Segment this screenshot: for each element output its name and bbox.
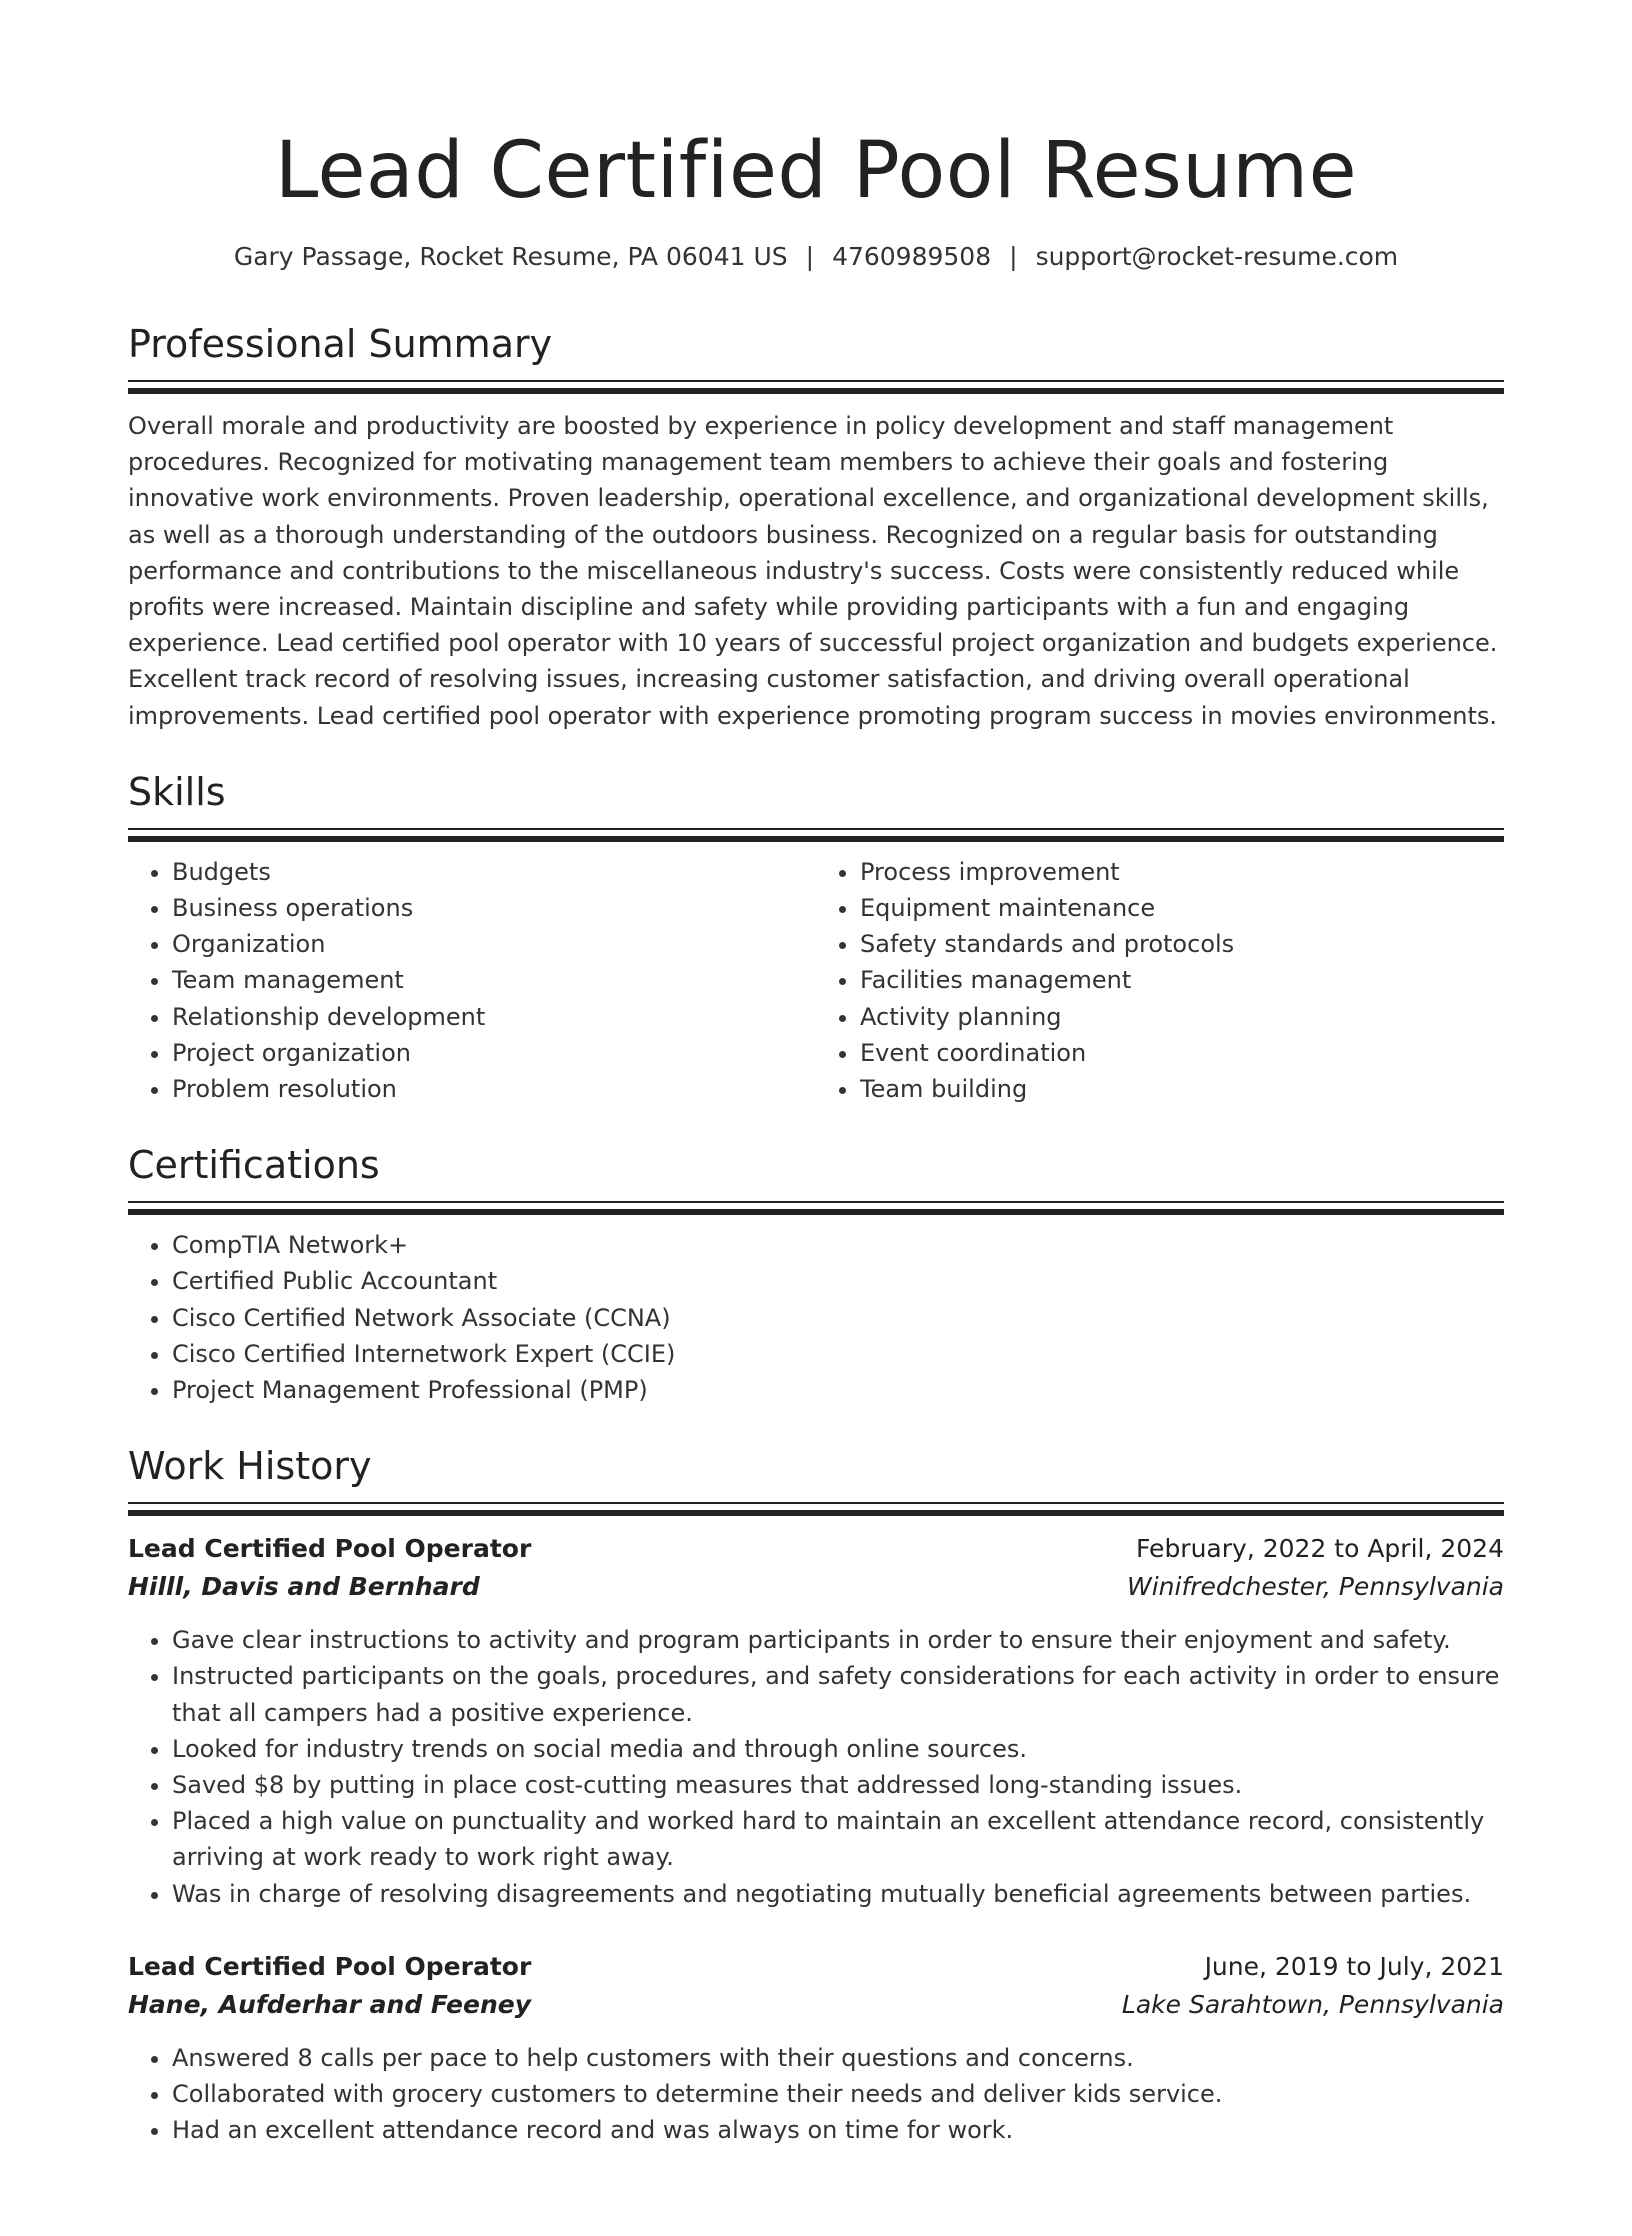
job-company: Hane, Aufderhar and Feeney: [128, 1989, 532, 2019]
contact-phone: 4760989508: [832, 242, 992, 271]
job-bullets: [128, 2040, 1504, 2149]
skills-heading: Skills: [128, 769, 226, 814]
resume-page: [0, 124, 1632, 2236]
certification-item: • Project Management Professional (PMP): [172, 1372, 1504, 1408]
job-entry: [128, 1530, 1504, 1912]
skill-item: • Problem resolution: [172, 1071, 816, 1107]
contact-separator: |: [1009, 242, 1018, 271]
job-bullet: • Had an excellent attendance record and was always on time for work.: [172, 2112, 1504, 2148]
summary-text: Overall morale and productivity are boosted by experience in policy development and staff management procedures. Recognized for motivating management team members to achieve their goals and fostering innovative work environments. Proven leadership, operational excellence, and organizational development skills, as well as a thorough understanding of the outdoors business. Recognized on a regular basis for outstanding performance and contributions to the miscellaneous industry's success. Costs were consistently reduced while profits were increased. Maintain discipline and safety while providing participants with a fun and engaging experience. Lead certified pool operator with 10 years of successful project organization and budgets experience. Excellent track record of resolving issues, increasing customer satisfaction, and driving overall operational improvements. Lead certified pool operator with experience promoting program success in movies environments.: [128, 412, 1498, 730]
skill-item: • Activity planning: [860, 999, 1504, 1035]
section-divider: [128, 1502, 1504, 1516]
section-divider: [128, 1201, 1504, 1215]
job-bullet: • Instructed participants on the goals, procedures, and safety considerations for each activity in order to ensure that all campers had a positive experience.: [172, 1658, 1504, 1730]
job-bullet: • Placed a high value on punctuality and worked hard to maintain an excellent attendance record, consistently arriving at work ready to work right away.: [172, 1803, 1504, 1875]
certifications-heading: Certifications: [128, 1143, 380, 1188]
certification-item: • Cisco Certified Internetwork Expert (CCIE): [172, 1336, 1504, 1372]
certification-item: • Certified Public Accountant: [172, 1263, 1504, 1299]
work-history-section: [128, 1442, 1504, 2148]
skill-item: • Team management: [172, 962, 816, 998]
job-bullets: [128, 1622, 1504, 1912]
skill-item: • Project organization: [172, 1035, 816, 1071]
job-bullet: • Saved $8 by putting in place cost-cutting measures that addressed long-standing issues.: [172, 1767, 1504, 1803]
contact-email: support@rocket-resume.com: [1035, 242, 1399, 271]
contact-line: [128, 240, 1504, 274]
skill-item: • Organization: [172, 926, 816, 962]
job-company-row: [128, 1986, 1504, 2024]
certification-item: • CompTIA Network+: [172, 1227, 1504, 1263]
job-location: Lake Sarahtown, Pennsylvania: [1121, 1989, 1504, 2019]
work-history-heading: Work History: [128, 1444, 372, 1489]
job-location: Winifredchester, Pennsylvania: [1127, 1572, 1504, 1602]
summary-heading: Professional Summary: [128, 322, 553, 366]
job-title: Lead Certified Pool Operator: [128, 1951, 532, 1981]
certification-item: • Cisco Certified Network Associate (CCNA): [172, 1300, 1504, 1336]
contact-separator: |: [805, 242, 815, 271]
skill-item: • Equipment maintenance: [860, 890, 1504, 926]
section-divider: [128, 828, 1504, 842]
job-bullet: • Gave clear instructions to activity and program participants in order to ensure their enjoyment and safety.: [172, 1622, 1504, 1658]
job-header-row: [128, 1948, 1504, 1986]
job-title: Lead Certified Pool Operator: [128, 1534, 532, 1564]
skills-columns: [128, 854, 1504, 1107]
skill-item: • Business operations: [172, 890, 816, 926]
skill-item: • Event coordination: [860, 1035, 1504, 1071]
certifications-section: [128, 1141, 1504, 1408]
job-header-row: [128, 1530, 1504, 1568]
job-bullet: • Collaborated with grocery customers to determine their needs and deliver kids service.: [172, 2076, 1504, 2112]
job-entry: [128, 1948, 1504, 2149]
job-dates: June, 2019 to July, 2021: [1204, 1951, 1504, 1981]
skill-item: • Team building: [860, 1071, 1504, 1107]
summary-section: [128, 320, 1504, 734]
section-divider: [128, 380, 1504, 394]
skill-item: • Facilities management: [860, 962, 1504, 998]
job-bullet: • Was in charge of resolving disagreements and negotiating mutually beneficial agreements between parties.: [172, 1876, 1504, 1912]
skills-left-list: [128, 854, 816, 1107]
job-company: Hilll, Davis and Bernhard: [128, 1572, 480, 1602]
job-bullet: • Looked for industry trends on social media and through online sources.: [172, 1731, 1504, 1767]
skill-item: • Safety standards and protocols: [860, 926, 1504, 962]
job-company-row: [128, 1568, 1504, 1606]
job-bullet: • Answered 8 calls per pace to help customers with their questions and concerns.: [172, 2040, 1504, 2076]
skill-item: • Budgets: [172, 854, 816, 890]
skill-item: • Process improvement: [860, 854, 1504, 890]
certifications-list: [128, 1227, 1504, 1408]
resume-title: Lead Certified Pool Resume: [274, 126, 1358, 216]
job-dates: February, 2022 to April, 2024: [1136, 1534, 1504, 1564]
contact-address: Gary Passage, Rocket Resume, PA 06041 US: [233, 242, 788, 271]
skills-right-list: [816, 854, 1504, 1107]
skill-item: • Relationship development: [172, 999, 816, 1035]
skills-section: [128, 768, 1504, 1107]
